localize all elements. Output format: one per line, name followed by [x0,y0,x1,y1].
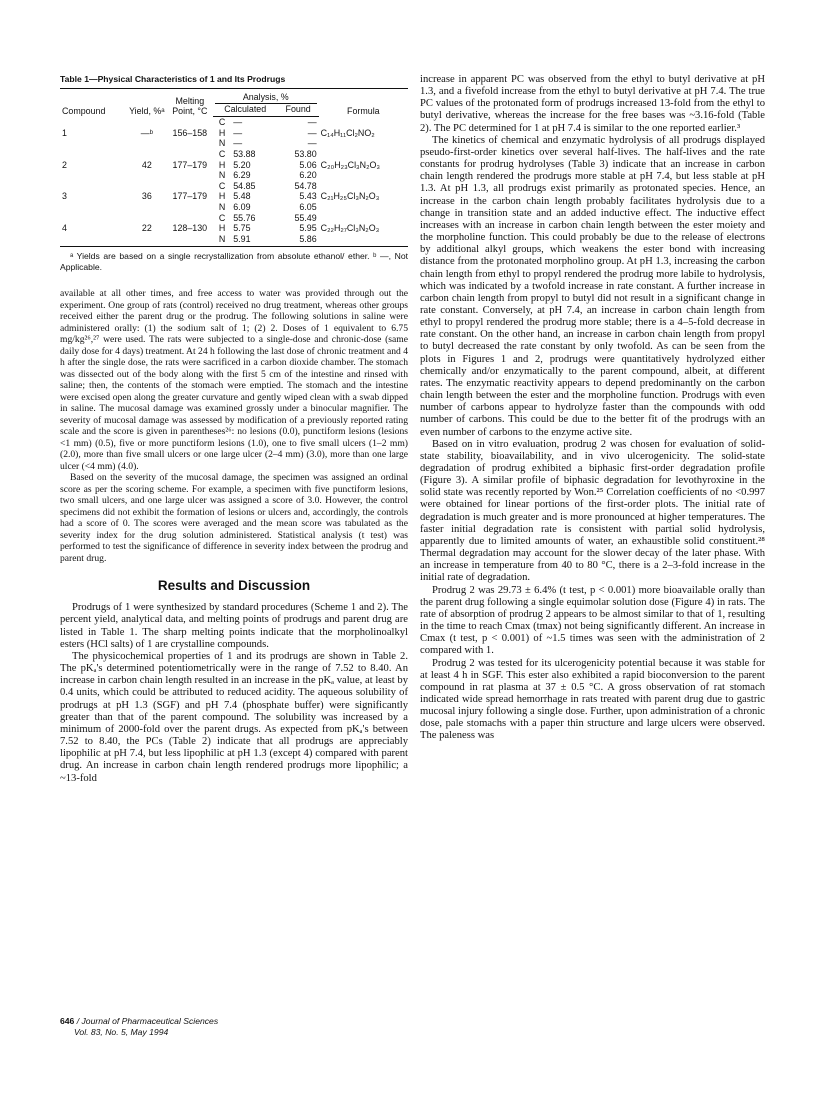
table-title: Table 1—Physical Characteristics of 1 and Its Prodrugs [60,74,286,84]
col-header-formula: Formula [319,89,408,117]
cell-formula [319,213,408,224]
cell-found: 5.43 [299,191,317,202]
cell-formula [319,181,408,192]
cell-element: H [218,159,226,170]
paragraph: The physicochemical properties of 1 and its prodrugs are shown in Table 2. The pKₐ's determined potentiometrically were in the range of 7.52 to 8.40. An increase in carbon chain length resulted in an increase in the pKₐ value, at least by 0.4 units, which could be attributed to reduced acidity. The aqueous solubility of prodrugs at pH 1.3 (SGF) and pH 7.4 (phosphate buffer) were significantly greater than that of the parent compound. The solubility was increased by a minimum of 2000-fold over the parent drugs. As expected from pKₐ's between 7.52 to 8.40, the PCs (Table 2) indicate that all prodrugs are appreciably lipophilic at pH 7.4, but less lipophilic at pH 1.3 (except 4) compared with parent drug. An increase in carbon chain length rendered prodrugs more lipophilic; a ~13-fold [60,650,408,784]
cell-yield: 36 [141,191,152,202]
cell-element: C [218,212,226,223]
cell-found: 6.05 [299,201,317,212]
cell-calculated: 5.48 [233,191,251,202]
col-header-found: Found [278,104,319,117]
page-number: 646 [60,1016,75,1026]
cell-compound [60,213,127,224]
cell-element: N [218,201,226,212]
cell-formula [319,202,408,213]
cell-melting-point: 156–158 [172,127,208,138]
cell-compound: 4 [62,223,67,234]
cell-compound [60,149,127,160]
cell-formula: C₂₂H₂₇Cl₃N₂O₃ [320,223,380,234]
col-header-yield: Yield, %ᵃ [127,89,167,117]
journal-name: / Journal of Pharmaceutical Sciences [76,1016,219,1026]
cell-element: C [218,180,226,191]
cell-compound [60,117,127,128]
cell-found: 5.06 [299,159,317,170]
cell-found: 55.49 [294,212,317,223]
table-row [60,149,408,160]
cell-found: 53.80 [294,148,317,159]
cell-compound [60,170,127,181]
results-text [60,602,408,784]
paragraph: Based on the severity of the mucosal damage, the specimen was assigned an ordinal score as per the scoring scheme. For example, a specimen with five punctiform lesions, two small ulcers, and one large ulcer was assigned a score of 3.0. However, the control specimens did not exhibit the formation of lesions or ulcers and, accordingly, the controls had a score of 0. The scores were averaged and the mean score was tabulated as the severity index for the drug solution administered. Statistical analysis (t test) was performed to test the significance of difference in severity index between the prodrug and parent drug. [60,472,408,564]
cell-calculated: 6.09 [233,201,251,212]
col-header-analysis: Analysis, % [213,89,319,104]
cell-found: 6.20 [299,170,317,181]
cell-melting-point [167,202,213,213]
cell-yield: 42 [141,159,152,170]
cell-calculated: 5.20 [233,159,251,170]
cell-yield [127,234,167,247]
cell-found: 5.86 [278,234,319,247]
cell-formula: C₂₁H₂₅Cl₃N₂O₃ [320,191,380,202]
table-row [60,191,408,202]
cell-found: 54.78 [294,180,317,191]
cell-melting-point: 177–179 [172,159,208,170]
cell-element: H [218,127,226,138]
cell-calculated: — [233,127,243,138]
cell-formula [319,149,408,160]
paragraph: Based on in vitro evaluation, prodrug 2 was chosen for evaluation of solid-state stability, bioavailability, and in vivo ulcerogenicity. The solid-state degradation of prodrug exhibited a biphasic first-order degradation profile (Figure 3). A similar profile of biphasic degradation for levothyroxine in the solid state was recently reported by Won.²⁵ Correlation coefficients of no <0.997 were obtained for linear portions of the first-order plots. The initial rate of degradation is much greater and is more pronounced at higher temperatures. The faster initial degradation rate is consistent with partial solid hydrolysis, apparently due to limited amounts of water, an exhaustible solid constituent.²⁸ Thermal degradation may account for the slower decay of the later phase. With an increase in temperature from 40 to 80 °C, there is a 2–3-fold increase in the initial rate of degradation. [420,438,765,584]
table-row [60,213,408,224]
cell-yield [127,138,167,149]
paragraph: increase in apparent PC was observed from the ethyl to butyl derivative at pH 1.3, and a fivefold increase from the ethyl to butyl derivative at pH 7.4. The true PC values of the protonated form of prodrugs increased 13-fold from the ethyl to butyl derivative, whereas the increase for the free bases was ~3.16-fold (Table 2). The PC determined for 1 at pH 7.4 is similar to the one reported earlier.³ [420,74,765,134]
cell-formula [319,234,408,247]
cell-melting-point [167,170,213,181]
cell-calculated: 54.85 [233,180,256,191]
cell-formula [319,170,408,181]
cell-melting-point: 177–179 [172,191,208,202]
cell-compound [60,181,127,192]
table-row [60,138,408,149]
section-heading: Results and Discussion [157,578,311,594]
journal-volume: Vol. 83, No. 5, May 1994 [74,1027,169,1037]
cell-melting-point [167,181,213,192]
table-row [60,202,408,213]
cell-compound: 1 [62,127,67,138]
table-row [60,234,408,247]
table-row [60,223,408,234]
cell-melting-point [167,138,213,149]
cell-yield [127,213,167,224]
cell-yield: —ᵇ [140,127,153,138]
table-row [60,117,408,128]
cell-yield: 22 [141,223,152,234]
cell-element: C [218,117,226,128]
right-column [420,74,765,743]
cell-element: N [213,234,231,247]
cell-element: C [218,148,226,159]
cell-melting-point [167,234,213,247]
paragraph: Prodrug 2 was 29.73 ± 6.4% (t test, p < 0.001) more bioavailable orally than the parent drug following a single equimolar solution dose (Figure 4) in rats. The rate of absorption of prodrug 2 appears to be almost similar to that of 1, resulting in the time to reach Cmax (tmax) not being significantly different. An increase in Cmax (t test, p < 0.001) of ~1.5 times was seen with the administration of 2 compared with 1. [420,584,765,657]
cell-calculated: 5.75 [233,223,251,234]
table-body [60,117,408,247]
cell-calculated: 55.76 [233,212,256,223]
cell-yield [127,202,167,213]
cell-compound [60,138,127,149]
cell-melting-point [167,213,213,224]
paragraph: The kinetics of chemical and enzymatic hydrolysis of all prodrugs displayed pseudo-first-order kinetics over several half-lives. The half-lives and the rate constants for prodrug hydrolyses (Table 3) indicate that an increase in carbon chain length rendered the prodrugs more stable at pH 7.4, but less stable at pH 1.3. At pH 1.3, all prodrugs exist primarily as protonated species. Hence, an increase in the carbon chain length probably facilitates hydrolysis due to a change in transition state and an added inductive effect. The inductive effect increases with an increase in carbon chain length between the ester moiety and the morpholine function. This could probably be due to the release of electrons by additional alkyl groups, which weakens the ester bond with increasing distance from the protonated morpholino group. At pH 1.3, increasing the carbon chain length from ethyl to propyl rendered the prodrug more labile to hydrolysis, which was indicated by a twofold increase in rate constant. A further increase in carbon chain length from propyl to butyl did not result in a significant change in rate constant. Conversely, at pH 7.4, an increase in carbon chain length from ethyl to propyl rendered the prodrug more stable; there is a 4–5-fold decrease in rate constant. On the other hand, an increase in carbon chain length from propyl to butyl decreased the rate constant by only twofold. As can be seen from the plots in Figures 1 and 2, prodrugs were quantitatively hydrolyzed either chemically and/or enzymatically to the parent compound, albeit, at different rates. The enzymatic reactivity appears to depend predominantly on the carbon chain length between the ester and the morpholine function. Prodrugs with even number of carbons appear to hydrolyze faster than the compounds with odd number of carbons. This could be due to the better fit of the prodrugs with an even number of carbons to the enzyme active site. [420,134,765,438]
cell-found: — [307,117,317,128]
cell-compound: 3 [62,191,67,202]
page-footer [60,1016,218,1038]
cell-compound [60,234,127,247]
table-footnote: ᵃ Yields are based on a single recrystallization from absolute ethanol/ ether. ᵇ —, Not Applicable. [60,251,408,272]
cell-melting-point [167,117,213,128]
col-header-calculated: Calculated [213,104,278,117]
table-row [60,128,408,139]
cell-compound: 2 [62,159,67,170]
table-row [60,160,408,171]
cell-yield [127,181,167,192]
cell-calculated: 53.88 [233,148,256,159]
cell-calculated: — [233,117,243,128]
paragraph: Prodrug 2 was tested for its ulcerogenicity potential because it was stable for at least 4 h in SGF. This ester also exhibited a rapid bioconversion to the parent compound in rat plasma at 37 ± 0.5 °C. A gross observation of rat stomach indicated wide spread hemorrhage in rats treated with parent drug due to gastric mucosal injury following a single dose. Further, upon administration of a chronic dose, pale stomachs with a paper thin structure and large ulcers were observed. The paleness was [420,657,765,742]
cell-calculated: 6.29 [233,170,251,181]
cell-element: N [218,138,226,149]
cell-melting-point [167,149,213,160]
cell-found: — [307,127,317,138]
cell-formula: C₁₄H₁₁Cl₂NO₂ [320,127,375,138]
cell-yield [127,149,167,160]
cell-calculated: — [233,138,243,149]
cell-yield [127,117,167,128]
cell-formula [319,117,408,128]
table-row [60,170,408,181]
cell-formula [319,138,408,149]
paragraph: available at all other times, and free access to water was provided through out the experiment. One group of rats (control) received no drug treatment, whereas other groups received either the parent drug or the prodrug. The following solutions in saline were administered orally: (1) the sodium salt of 1; (2) 2. Doses of 1 equivalent to 6.75 mg/kg²⁶,²⁷ were used. The rats were subjected to a single-dose and chronic-dose (same daily dose for 4 days) treatment. At 24 h following the last dose of chronic treatment and 4 h after the single dose, the rats were sacrificed in a carbon dioxide chamber. The stomach was dissected out of the body along with the first 5 cm of the intestine and rinsed with saline; then, the contents of the stomach were emptied. The stomach and the intestine were excised open along the greater curvature and gently wiped clean with a swab dipped in saline. The mucosal damage was examined grossly under a binocular magnifier. The severity of mucosal damage was assessed by modification of a previously reported rating scale and the score is given in parentheses²⁶: no lesions (0.0), punctiform lesions (lesions <1 mm) (0.5), five or more punctiform lesions (1.0), one to five small ulcers (1–2 mm) (2.0), more than five small ulcers or one large ulcer (2–4 mm) (3.0), more than one large ulcer (<4 mm) (4.0). [60,288,408,472]
physical-characteristics-table [60,88,408,247]
cell-element: H [218,191,226,202]
methods-text [60,288,408,564]
paragraph: Prodrugs of 1 were synthesized by standard procedures (Scheme 1 and 2). The percent yield, analytical data, and melting points of prodrugs and parent drug are listed in Table 1. The sharp melting points indicate that the morpholinoalkyl esters (HCl salts) of 1 are crystalline compounds. [60,602,408,650]
cell-calculated: 5.91 [231,234,277,247]
cell-element: N [218,170,226,181]
col-header-melting-point: Melting Point, °C [167,89,213,117]
cell-formula: C₂₀H₂₃Cl₃N₂O₃ [320,159,381,170]
table-row [60,181,408,192]
cell-compound [60,202,127,213]
cell-found: — [307,138,317,149]
col-header-compound: Compound [60,89,127,117]
left-column [60,74,408,785]
cell-element: H [218,223,226,234]
cell-yield [127,170,167,181]
cell-melting-point: 128–130 [172,223,208,234]
cell-found: 5.95 [299,223,317,234]
